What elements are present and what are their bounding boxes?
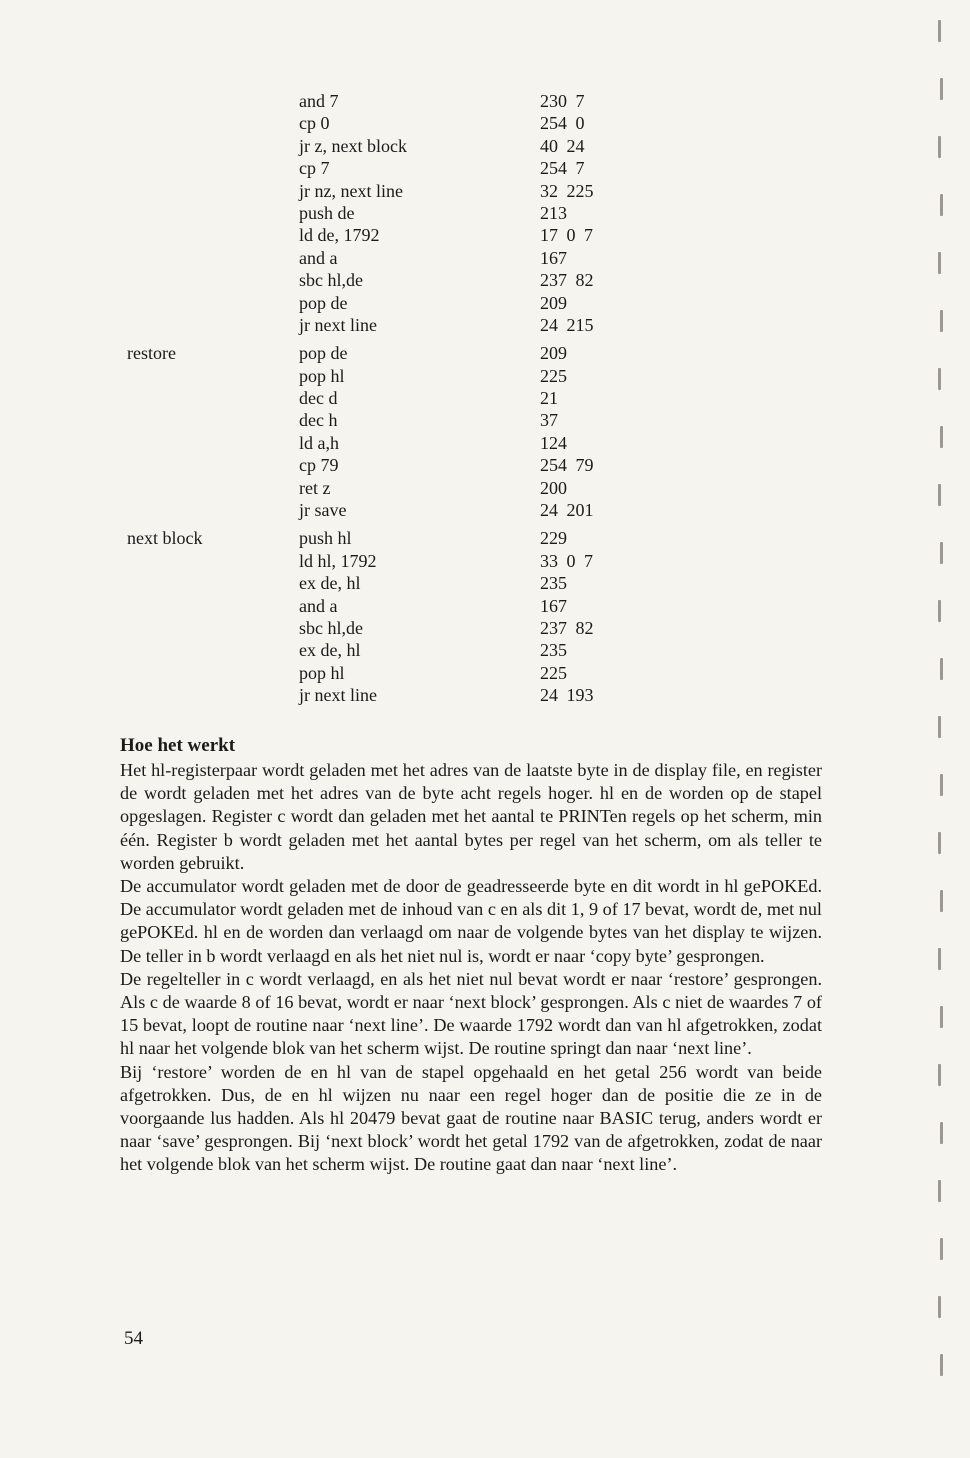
- page-number: 54: [124, 1328, 143, 1349]
- listing-bytes: 33 0 7: [540, 550, 593, 571]
- paragraph: Bij ‘restore’ worden de en hl van de stapel opgehaald en het getal 256 wordt van beide afgetrokken. Dus, de en hl wijzen nu naar een regel hoger dan de positie die ze in de voorgaande lus hadden. Als hl 20479 bevat gaat de routine naar BASIC terug, anders wordt er naar ‘save’ gesprongen. Bij ‘next block’ wordt het getal 1792 van de afgetrokken, zodat de naar het volgende blok van het scherm wijst. De routine gaat dan naar ‘next line’.: [120, 1061, 822, 1175]
- section-heading: Hoe het werkt: [120, 735, 236, 756]
- listing-instruction: and a: [299, 595, 338, 616]
- listing-row: [0, 342, 970, 364]
- binder-mark: [940, 890, 943, 912]
- listing-instruction: sbc hl,de: [299, 617, 363, 638]
- listing-bytes: 235: [540, 640, 567, 661]
- listing-row: [0, 572, 970, 594]
- binder-mark: [938, 252, 941, 274]
- listing-instruction: jr next line: [299, 685, 377, 706]
- paragraph: De accumulator wordt geladen met de door de geadresseerde byte en dit wordt in hl gePOKEd. De accumulator wordt geladen met de inhoud van c en als dit 1, 9 of 17 bevat, wordt de, met nul gePOKEd. hl en de worden dan verlaagd om naar de volgende bytes van het display te wijzen. De teller in b wordt verlaagd en als het niet nul is, wordt er naar ‘copy byte’ gesprongen.: [120, 876, 822, 966]
- listing-bytes: 40 24: [540, 135, 585, 156]
- listing-instruction: ld hl, 1792: [299, 550, 377, 571]
- binder-mark: [940, 1122, 943, 1144]
- listing-row: [0, 499, 970, 521]
- listing-bytes: 213: [540, 202, 567, 223]
- code-listing: [0, 90, 970, 707]
- listing-instruction: cp 0: [299, 113, 330, 134]
- listing-instruction: sbc hl,de: [299, 270, 363, 291]
- listing-row: [0, 292, 970, 314]
- binder-mark: [938, 1296, 941, 1318]
- listing-bytes: 254 79: [540, 455, 594, 476]
- listing-row: [0, 269, 970, 291]
- listing-row: [0, 550, 970, 572]
- listing-row: [0, 595, 970, 617]
- listing-row: [0, 639, 970, 661]
- binder-mark: [940, 1006, 943, 1028]
- listing-bytes: 167: [540, 595, 567, 616]
- listing-row: [0, 247, 970, 269]
- listing-row: [0, 617, 970, 639]
- listing-instruction: cp 79: [299, 455, 339, 476]
- listing-instruction: ret z: [299, 477, 331, 498]
- listing-bytes: 24 201: [540, 500, 594, 521]
- listing-bytes: 254 7: [540, 158, 585, 179]
- listing-bytes: 235: [540, 573, 567, 594]
- listing-label: restore: [127, 343, 176, 364]
- listing-instruction: ex de, hl: [299, 640, 361, 661]
- listing-instruction: push de: [299, 202, 355, 223]
- paragraph: Het hl-registerpaar wordt geladen met het adres van de laatste byte in de display file, en register de wordt geladen met het adres van de byte acht regels hoger. hl en de worden op de stapel opgeslagen. Register c wordt dan geladen met het aantal te PRINTen regels op het scherm, min één. Register b wordt geladen met het aantal bytes per regel van het scherm, om als teller te worden gebruikt.: [120, 760, 822, 873]
- listing-instruction: jr save: [299, 500, 347, 521]
- listing-bytes: 225: [540, 365, 567, 386]
- listing-bytes: 167: [540, 247, 567, 268]
- binder-mark: [938, 368, 941, 390]
- listing-label: next block: [127, 528, 203, 549]
- listing-row: [0, 135, 970, 157]
- binder-mark: [940, 78, 943, 100]
- listing-row: [0, 432, 970, 454]
- listing-bytes: 237 82: [540, 270, 594, 291]
- listing-row: [0, 112, 970, 134]
- binder-mark: [940, 774, 943, 796]
- listing-row: [0, 387, 970, 409]
- binder-mark: [940, 1354, 943, 1376]
- listing-bytes: 209: [540, 343, 567, 364]
- listing-instruction: pop de: [299, 343, 348, 364]
- paragraph: De regelteller in c wordt verlaagd, en als het niet nul bevat wordt er naar ‘restore’ gesprongen. Als c de waarde 8 of 16 bevat, wordt er naar ‘next block’ gesprongen. Als c niet de waardes 7 of 15 bevat, loopt de routine naar ‘next line’. De waarde 1792 wordt dan van hl afgetrokken, zodat hl naar het volgende blok van het scherm wijst. De routine springt dan naar ‘next line’.: [120, 968, 822, 1059]
- listing-instruction: and 7: [299, 91, 339, 111]
- listing-row: [0, 314, 970, 336]
- section-body: [120, 759, 822, 1177]
- binder-mark: [938, 1064, 941, 1086]
- binder-mark: [938, 20, 941, 42]
- listing-bytes: 17 0 7: [540, 225, 593, 246]
- listing-row: [0, 90, 970, 112]
- listing-instruction: ld de, 1792: [299, 225, 380, 246]
- listing-row: [0, 662, 970, 684]
- listing-bytes: 225: [540, 662, 567, 683]
- listing-bytes: 124: [540, 432, 567, 453]
- binder-mark: [938, 1180, 941, 1202]
- listing-row: [0, 365, 970, 387]
- listing-row: [0, 224, 970, 246]
- listing-instruction: jr next line: [299, 314, 377, 335]
- listing-instruction: ex de, hl: [299, 573, 361, 594]
- listing-instruction: dec d: [299, 388, 338, 409]
- listing-bytes: 209: [540, 292, 567, 313]
- binder-mark: [940, 426, 943, 448]
- listing-row: [0, 202, 970, 224]
- binder-mark: [938, 716, 941, 738]
- binder-mark: [938, 136, 941, 158]
- listing-row: [0, 477, 970, 499]
- binder-mark: [938, 948, 941, 970]
- listing-row: [0, 409, 970, 431]
- binder-mark: [940, 1238, 943, 1260]
- listing-bytes: 200: [540, 477, 567, 498]
- listing-row: [0, 684, 970, 706]
- binder-mark: [940, 194, 943, 216]
- binder-mark: [940, 658, 943, 680]
- binder-mark: [940, 310, 943, 332]
- listing-instruction: and a: [299, 247, 338, 268]
- binder-mark: [940, 542, 943, 564]
- listing-bytes: 24 193: [540, 685, 594, 706]
- listing-bytes: 21: [540, 388, 558, 409]
- listing-row: [0, 157, 970, 179]
- listing-bytes: 32 225: [540, 180, 594, 201]
- listing-instruction: push hl: [299, 528, 352, 549]
- listing-bytes: 230 7: [540, 91, 585, 111]
- listing-bytes: 254 0: [540, 113, 585, 134]
- binder-mark: [938, 600, 941, 622]
- listing-bytes: 37: [540, 410, 558, 431]
- listing-instruction: jr nz, next line: [299, 180, 403, 201]
- listing-instruction: cp 7: [299, 158, 330, 179]
- listing-instruction: ld a,h: [299, 432, 339, 453]
- listing-instruction: pop de: [299, 292, 348, 313]
- binder-margin-marks: [934, 0, 948, 1458]
- listing-row: [0, 180, 970, 202]
- listing-instruction: jr z, next block: [299, 135, 407, 156]
- listing-bytes: 24 215: [540, 314, 594, 335]
- listing-row: [0, 527, 970, 549]
- listing-bytes: 237 82: [540, 617, 594, 638]
- listing-instruction: pop hl: [299, 662, 345, 683]
- binder-mark: [938, 832, 941, 854]
- listing-bytes: 229: [540, 528, 567, 549]
- binder-mark: [938, 484, 941, 506]
- listing-instruction: dec h: [299, 410, 338, 431]
- listing-row: [0, 454, 970, 476]
- listing-instruction: pop hl: [299, 365, 345, 386]
